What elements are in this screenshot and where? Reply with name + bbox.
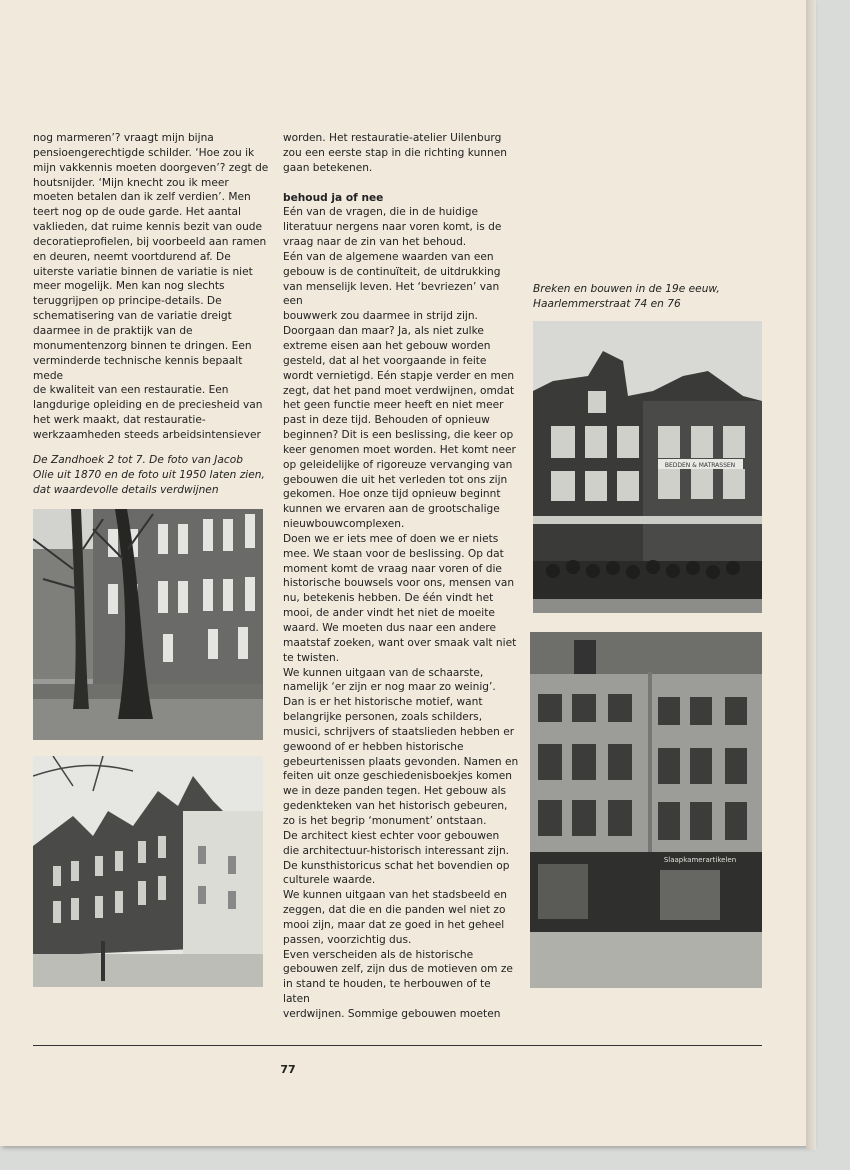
text-column-left <box>33 131 269 443</box>
text-line: zo is het begrip ‘monument’ ontstaan. <box>283 814 487 827</box>
text-line: houtsnijder. ‘Mijn knecht zou ik meer <box>33 176 229 189</box>
text-line: passen, voorzichtig dus. <box>283 933 412 946</box>
text-line: gesteld, dat al het voorgaande in feite <box>283 354 487 367</box>
text-line: we in deze panden tegen. Het gebouw als <box>283 785 507 798</box>
col2-intro-text <box>283 131 519 176</box>
footer-rule <box>33 1045 762 1046</box>
text-line: meer mogelijk. Men kan nog slechts <box>33 280 225 293</box>
text-line: worden. Het restauratie-atelier Uilenburg <box>283 132 502 144</box>
text-line: maatstaf zoeken, want over smaak valt niet <box>283 636 517 649</box>
text-line: van menselijk leven. Het ‘bevriezen’ van een <box>283 280 500 308</box>
text-line: langdurige opleiding en de preciesheid van <box>33 399 263 412</box>
text-line: werkzaamheden steeds arbeidsintensiever <box>33 428 261 441</box>
caption-line: dat waardevolle details verdwijnen <box>33 484 219 496</box>
text-line: namelijk ‘er zijn er nog maar zo weinig’. <box>283 681 496 694</box>
text-line: gebouwen die uit het verleden tot ons zijn <box>283 473 508 486</box>
text-line: daarmee in de praktijk van de <box>33 324 193 337</box>
text-line: extreme eisen aan het gebouw worden <box>283 339 491 352</box>
text-line: en deuren, neemt voortdurend af. De <box>33 250 231 263</box>
text-line: het werk maakt, dat restauratie- <box>33 414 206 427</box>
text-line: zeggen, dat die en die panden wel niet zo <box>283 904 506 917</box>
text-line: schematisering van de variatie dreigt <box>33 310 232 323</box>
text-line: beginnen? Dit is een beslissing, die keer op <box>283 429 514 442</box>
text-line: kunnen we ervaren aan de grootschalige <box>283 503 500 516</box>
caption-line: Olie uit 1870 en de foto uit 1950 laten zien, <box>33 469 265 481</box>
text-line: mooi zijn, maar dat ze goed in het geheel <box>283 918 505 931</box>
section-heading-behoud: behoud ja of nee <box>283 191 384 204</box>
text-line: vraag naar de zin van het behoud. <box>283 236 467 249</box>
text-line: historische bouwsels voor ons, mensen van <box>283 577 515 590</box>
caption-line: Breken en bouwen in de 19e eeuw, <box>533 283 720 295</box>
text-line: nieuwbouwcomplexen. <box>283 518 405 531</box>
text-line: literatuur nergens naar voren komt, is de <box>283 221 502 234</box>
text-line: mee. We staan voor de beslissing. Op dat <box>283 547 504 560</box>
caption-line: Haarlemmerstraat 74 en 76 <box>533 298 681 310</box>
photo-zandhoek-1950 <box>33 756 263 987</box>
text-line: keer genomen moet worden. Het komt neer <box>283 443 516 456</box>
caption-zandhoek <box>33 453 269 498</box>
text-line: pensioengerechtigde schilder. ‘Hoe zou ik <box>33 146 255 159</box>
text-line: monumentenzorg binnen te dringen. Een <box>33 339 252 352</box>
text-line: nog marmeren’? vraagt mijn bijna <box>33 132 214 144</box>
text-line: het geen functie meer heeft en niet meer <box>283 399 504 412</box>
text-line: gebouwen zelf, zijn dus de motieven om ze <box>283 963 513 976</box>
text-line: te twisten. <box>283 651 340 664</box>
photo3-shop-sign: BEDDEN & MATRASSEN <box>664 462 736 469</box>
text-line: bouwwerk zou daarmee in strijd zijn. <box>283 310 478 323</box>
text-line: de kwaliteit van een restauratie. Een <box>33 384 229 397</box>
photo-haarlemmerstraat-old <box>533 321 762 613</box>
text-line: die architectuur-historisch interessant zijn. <box>283 844 510 857</box>
text-line: wordt vernietigd. Eén stapje verder en men <box>283 369 515 382</box>
page-edge <box>806 0 816 1150</box>
caption-haarlemmerstraat <box>533 282 768 312</box>
text-line: Doen we er iets mee of doen we er niets <box>283 532 499 545</box>
text-line: moeten betalen dan ik zelf verdien’. Men <box>33 191 251 204</box>
text-line: mijn vakkennis moeten doorgeven’? zegt de <box>33 161 269 174</box>
text-line: uiterste variatie binnen de variatie is niet <box>33 265 253 278</box>
photo-haarlemmerstraat-new <box>530 632 762 988</box>
text-line: waard. We moeten dus naar een andere <box>283 622 497 634</box>
text-line: Eén van de vragen, die in de huidige <box>283 206 479 219</box>
text-line: Dan is er het historische motief, want <box>283 696 483 709</box>
page-number: 77 <box>280 1063 296 1076</box>
text-line: culturele waarde. <box>283 874 376 887</box>
text-line: op geleidelijke of rigoreuze vervanging van <box>283 458 513 471</box>
text-line: nu, betekenis hebben. De één vindt het <box>283 592 494 605</box>
text-line: teert nog op de oude garde. Het aantal <box>33 206 241 219</box>
photo4-shop-sign: Slaapkamerartikelen <box>663 856 737 864</box>
col2-body-text <box>283 205 519 1021</box>
text-line: teruggrijpen op principe-details. De <box>33 295 222 308</box>
text-line: De architect kiest echter voor gebouwen <box>283 829 500 842</box>
text-line: in stand te houden, te herbouwen of te laten <box>283 978 491 1006</box>
text-line: gedenkteken van het historisch gebeuren, <box>283 800 508 813</box>
text-column-middle <box>283 131 519 1022</box>
text-line: Even verscheiden als de historische <box>283 948 474 961</box>
text-line: We kunnen uitgaan van het stadsbeeld en <box>283 889 507 902</box>
text-line: belangrijke personen, zoals schilders, <box>283 711 483 724</box>
text-line: gebouw is de continuïteit, de uitdrukking <box>283 265 501 278</box>
text-line: mooi, de ander vindt het niet de moeite <box>283 607 495 620</box>
text-line: decoratieprofielen, bij voorbeeld aan ramen <box>33 235 267 248</box>
text-line: zegt, dat het pand moet verdwijnen, omdat <box>283 384 515 397</box>
text-line: vaklieden, dat ruime kennis bezit van oude <box>33 221 263 234</box>
text-line: zou een eerste stap in die richting kunnen <box>283 146 507 159</box>
text-line: moment komt de vraag naar voren of die <box>283 562 502 575</box>
text-line: Doorgaan dan maar? Ja, als niet zulke <box>283 325 484 338</box>
photo-zandhoek-1870 <box>33 509 263 740</box>
text-line: musici, schrijvers of staatslieden hebben er <box>283 725 515 738</box>
text-line: gebeurtenissen plaats gevonden. Namen en <box>283 755 519 768</box>
text-line: We kunnen uitgaan van de schaarste, <box>283 666 484 679</box>
text-line: verminderde technische kennis bepaalt mede <box>33 354 243 382</box>
text-line: verdwijnen. Sommige gebouwen moeten <box>283 1007 501 1020</box>
text-line: gaan betekenen. <box>283 161 373 174</box>
text-line: gekomen. Hoe onze tijd opnieuw beginnt <box>283 488 501 501</box>
caption-line: De Zandhoek 2 tot 7. De foto van Jacob <box>33 454 243 466</box>
text-line: past in deze tijd. Behouden of opnieuw <box>283 414 490 427</box>
text-line: De kunsthistoricus schat het bovendien op <box>283 859 510 872</box>
text-line: feiten uit onze geschiedenisboekjes komen <box>283 770 512 783</box>
text-line: Eén van de algemene waarden van een <box>283 250 494 263</box>
text-line: gewoond of er hebben historische <box>283 740 464 753</box>
